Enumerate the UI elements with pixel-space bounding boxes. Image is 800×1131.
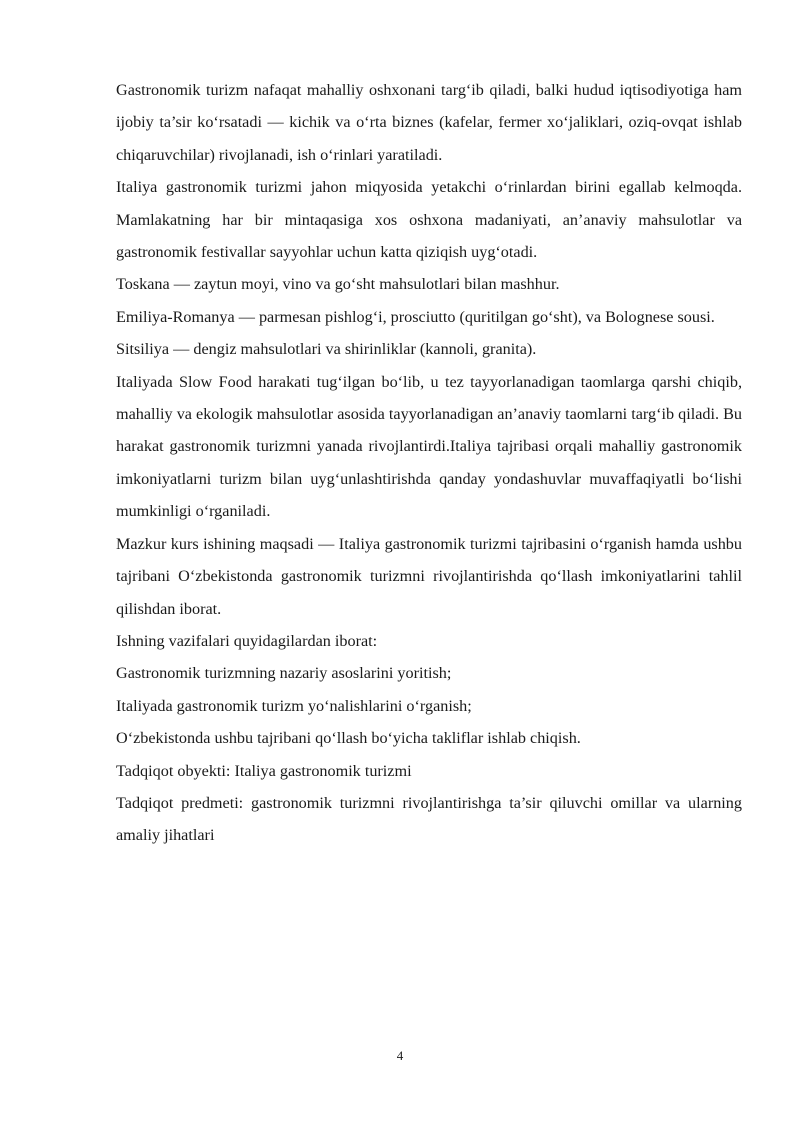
document-body [116,74,742,852]
paragraph-slow-food: Italiyada Slow Food harakati tug‘ilgan bo‘lib, u tez tayyorlanadigan taomlarga qarshi chiqib, mahalliy va ekologik mahsulotlar asosida tayyorlanadigan an’anaviy taomlarni targ‘ib qiladi. Bu harakat gastronomik turizmni yanada rivojlantirdi.Italiya tajribasi orqali mahalliy gastronomik imkoniyatlarni turizm bilan uyg‘unlashtirishda qanday yondashuvlar muvaffaqiyatli bo‘lishi mumkinligi o‘rganiladi. [116,372,742,521]
paragraph-toskana: Toskana — zaytun moyi, vino va go‘sht mahsulotlari bilan mashhur. [116,275,560,294]
page-number: 4 [396,1048,404,1063]
paragraph-economic-impact: Gastronomik turizm nafaqat mahalliy oshxonani targ‘ib qiladi, balki hudud iqtisodiyotiga ham ijobiy ta’sir ko‘rsatadi — kichik va o‘rta biznes (kafelar, fermer xo‘jaliklari, oziq-ovqat ishlab chiqaruvchilar) rivojlanadi, ish o‘rinlari yaratiladi. [116,81,742,164]
paragraph-course-goal: Mazkur kurs ishining maqsadi — Italiya gastronomik turizmi tajribasini o‘rganish hamda ushbu tajribani O‘zbekistonda gastronomik turizmni rivojlantirishda qo‘llash imkoniyatlarini tahlil qilishdan iborat. [116,534,742,618]
paragraph-sitsiliya: Sitsiliya — dengiz mahsulotlari va shirinliklar (kannoli, granita). [116,340,537,359]
paragraph-research-object: Tadqiqot obyekti: Italiya gastronomik turizmi [116,761,412,780]
list-item-task-1: Gastronomik turizmning nazariy asoslarini yoritish; [116,664,452,683]
list-item-task-2: Italiyada gastronomik turizm yo‘nalishlarini o‘rganish; [116,696,472,715]
paragraph-italy-overview: Italiya gastronomik turizmi jahon miqyosida yetakchi o‘rinlardan birini egallab kelmoqda. Mamlakatning har bir mintaqasiga xos oshxona madaniyati, an’anaviy mahsulotlar va gastronomik festivallar sayyohlar uchun katta qiziqish uyg‘otadi. [116,178,742,262]
paragraph-emiliya-romanya: Emiliya-Romanya — parmesan pishlog‘i, prosciutto (quritilgan go‘sht), va Bolognese sousi. [116,307,715,326]
paragraph-research-subject: Tadqiqot predmeti: gastronomik turizmni rivojlantirishga ta’sir qiluvchi omillar va ularning amaliy jihatlari [116,793,742,845]
paragraph-tasks-intro: Ishning vazifalari quyidagilardan iborat: [116,631,378,650]
list-item-task-3: O‘zbekistonda ushbu tajribani qo‘llash bo‘yicha takliflar ishlab chiqish. [116,729,581,748]
